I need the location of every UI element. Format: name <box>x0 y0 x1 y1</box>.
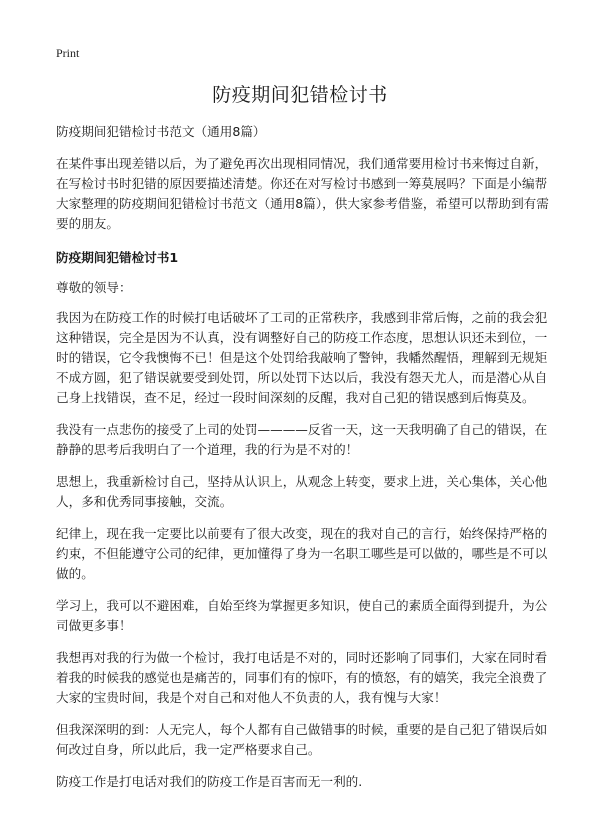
print-label: Print <box>56 46 80 60</box>
body-paragraph: 学习上，我可以不避困难，自始至终为掌握更多知识，使自己的素质全面得到提升，为公司做更多事！ <box>56 598 548 633</box>
greeting-line: 尊敬的领导： <box>56 280 132 295</box>
document-subtitle: 防疫期间犯错检讨书范文（通用8篇） <box>56 124 266 139</box>
body-paragraph: 纪律上，现在我一定要比以前要有了很大改变，现在的我对自己的言行，始终保持严格的约束，不但能遵守公司的纪律，更加懂得了身为一名职工哪些是可以做的，哪些是不可以做的。 <box>56 526 548 581</box>
body-paragraph: 防疫工作是打电话对我们的防疫工作是百害而无一利的. <box>56 774 363 789</box>
body-paragraph: 思想上，我重新检讨自己，坚持从认识上，从观念上转变，要求上进，关心集体，关心他人，多和优秀同事接触，交流。 <box>56 474 548 509</box>
intro-paragraph: 在某件事出现差错以后，为了避免再次出现相同情况，我们通常要用检讨书来悔过自新，在写检讨书时犯错的原因要描述清楚。你还在对写检讨书感到一筹莫展吗？下面是小编帮大家整理的防疫期间犯错检讨书范文（通用8篇），供大家参考借鉴，希望可以帮助到有需要的朋友。 <box>56 156 549 231</box>
body-paragraph: 我想再对我的行为做一个检讨，我打电话是不对的，同时还影响了同事们，大家在同时看着我的时候我的感觉也是痛苦的，同事们有的惊吓，有的愤怒，有的嬉笑，我完全浪费了大家的宝贵时间，我是个对自己和对他人不负责的人，我有愧与大家！ <box>56 650 548 705</box>
section-heading: 防疫期间犯错检讨书1 <box>56 250 179 265</box>
body-paragraph: 但我深深明的到：人无完人，每个人都有自己做错事的时候，重要的是自己犯了错误后如何改过自身，所以此后，我一定严格要求自己。 <box>56 722 548 757</box>
body-paragraph: 我因为在防疫工作的时候打电话破坏了工司的正常秩序，我感到非常后悔，之前的我会犯这种错误，完全是因为不认真，没有调整好自己的防疫工作态度，思想认识还未到位，一时的错误，它令我懊悔不已！但是这个处罚给我敲响了警钟，我幡然醒悟，理解到无规矩不成方圆，犯了错误就要受到处罚，所以处罚下达以后，我没有怨天尤人，而是潜心从自己身上找错误，查不足，经过一段时间深刻的反醒，我对自己犯的错误感到后悔莫及。 <box>56 310 548 405</box>
body-paragraph: 我没有一点悲伤的接受了上司的处罚————反省一天，这一天我明确了自己的错误，在静静的思考后我明白了一个道理，我的行为是不对的！ <box>56 422 548 457</box>
document-title: 防疫期间犯错检讨书 <box>212 84 388 106</box>
document-body <box>56 122 550 804</box>
